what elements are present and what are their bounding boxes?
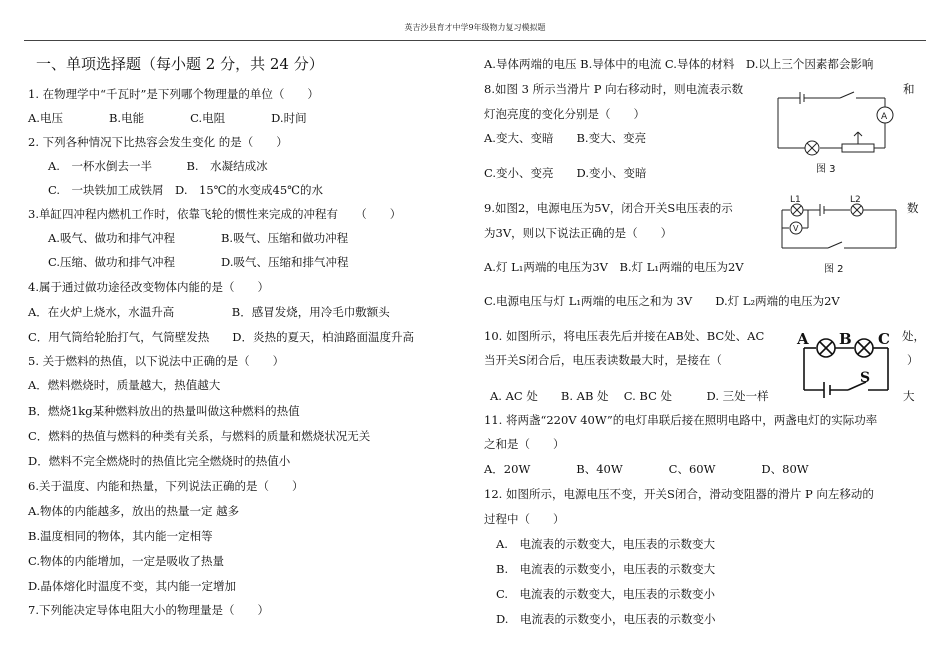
line-q4-cd: C．用气筒给轮胎打气，气筒壁发热 D．炎热的夏天，柏油路面温度升高 bbox=[28, 330, 415, 344]
line-q10-paren: ） bbox=[907, 353, 919, 367]
line-q6-b: B.温度相同的物体，其内能一定相等 bbox=[28, 529, 213, 543]
line-q6-a: A.物体的内能越多，放出的热量一定 越多 bbox=[28, 504, 240, 518]
line-q9-shu: 数 bbox=[907, 201, 919, 215]
line-q2: 2. 下列各种情况下比热容会发生变化 的是（ ） bbox=[28, 135, 288, 149]
line-q6-c: C.物体的内能增加，一定是吸收了热量 bbox=[28, 554, 225, 568]
figure-3-label: 图 3 bbox=[816, 164, 836, 175]
figure-2-circuit bbox=[778, 192, 902, 275]
line-q12-l2: 过程中（ ） bbox=[484, 512, 565, 526]
figure-2-label: 图 2 bbox=[824, 264, 844, 275]
line-q11-l1: 11. 将两盏“220V 40W”的电灯串联后接在照明电路中，两盏电灯的实际功率 bbox=[484, 413, 878, 427]
figure-3-circuit bbox=[770, 80, 900, 175]
line-q8-l1: 8.如图 3 所示当滑片 P 向右移动时，则电流表示数 bbox=[484, 82, 744, 96]
line-q9-ab: A.灯 L₁两端的电压为3V B.灯 L₁两端的电压为2V bbox=[484, 260, 744, 274]
line-q10-l1: 10. 如图所示，将电压表先后并接在AB处、BC处、AC bbox=[484, 329, 765, 343]
line-q8-cd: C.变小、变亮 D.变小、变暗 bbox=[484, 166, 647, 180]
line-q10-chu: 处， bbox=[902, 329, 925, 343]
line-q8-l2: 灯泡亮度的变化分别是（ ） bbox=[484, 107, 645, 121]
line-q10-da: 大 bbox=[903, 389, 915, 403]
line-q4: 4.属于通过做功途径改变物体内能的是（ ） bbox=[28, 280, 269, 294]
line-q3-ab: A.吸气、做功和排气冲程 B.吸气、压缩和做功冲程 bbox=[48, 231, 349, 245]
line-q3: 3.单缸四冲程内燃机工作时，依靠飞轮的惯性来完成的冲程有 （ ） bbox=[28, 207, 402, 221]
line-q6-d: D.晶体熔化时温度不变，其内能一定增加 bbox=[28, 579, 236, 593]
line-q12-b: B. 电流表的示数变小，电压表的示数变大 bbox=[496, 562, 716, 576]
line-q5: 5. 关于燃料的热值，以下说法中正确的是（ ） bbox=[28, 354, 285, 368]
line-q8-ab: A.变大、变暗 B.变大、变亮 bbox=[484, 131, 647, 145]
line-q5-b: B．燃烧1kg某种燃料放出的热量叫做这种燃料的热值 bbox=[28, 404, 300, 418]
line-q12-d: D. 电流表的示数变小，电压表的示数变小 bbox=[496, 612, 716, 626]
figure-q10-circuit bbox=[790, 328, 900, 400]
header-rule bbox=[24, 40, 926, 41]
line-q7: 7.下列能决定导体电阻大小的物理量是（ ） bbox=[28, 603, 269, 617]
line-q8-he: 和 bbox=[903, 82, 915, 96]
line-q11-l2: 之和是（ ） bbox=[484, 437, 565, 451]
line-q12-l1: 12. 如图所示，电源电压不变，开关S闭合，滑动变阻器的滑片 P 向左移动的 bbox=[484, 487, 874, 501]
line-q3-cd: C.压缩、做功和排气冲程 D.吸气、压缩和排气冲程 bbox=[48, 255, 349, 269]
line-q1: 1. 在物理学中“千瓦时”是下列哪个物理量的单位（ ） bbox=[28, 87, 319, 101]
figure-2-l2-label: L2 bbox=[850, 195, 861, 205]
line-q6: 6.关于温度、内能和热量，下列说法正确的是（ ） bbox=[28, 479, 304, 493]
figure-q10-label-c: C bbox=[878, 330, 890, 348]
line-q5-d: D．燃料不完全燃烧时的热值比完全燃烧时的热值小 bbox=[28, 454, 291, 468]
line-q9-l2: 为3V，则以下说法正确的是（ ） bbox=[484, 226, 673, 240]
line-q5-a: A．燃料燃烧时，质量越大，热值越大 bbox=[28, 378, 221, 392]
figure-q10-label-a: A bbox=[797, 330, 809, 348]
line-q5-c: C．燃料的热值与燃料的种类有关系，与燃料的质量和燃烧状况无关 bbox=[28, 429, 371, 443]
line-q9-l1: 9.如图2，电源电压为5V，闭合开关S电压表的示 bbox=[484, 201, 733, 215]
svg-text:V: V bbox=[793, 224, 799, 233]
figure-q10-label-b: B bbox=[839, 330, 852, 348]
line-q7-opts: A.导体两端的电压 B.导体中的电流 C.导体的材料 D.以上三个因素都会影响 bbox=[484, 57, 874, 71]
svg-text:A: A bbox=[881, 112, 888, 122]
figure-q10-label-s: S bbox=[860, 370, 871, 386]
line-q11-opts: A．20W B、40W C、60W D、80W bbox=[484, 462, 809, 476]
line-q10-opts: A. AC 处 B. AB 处 C. BC 处 D. 三处一样 bbox=[490, 389, 769, 403]
line-q2-cd: C. 一块铁加工成铁屑 D. 15℃的水变成45℃的水 bbox=[48, 183, 324, 197]
line-q10-l2: 当开关S闭合后，电压表读数最大时，是接在（ bbox=[484, 353, 722, 367]
figure-2-l1-label: L1 bbox=[790, 195, 801, 205]
line-q12-a: A. 电流表的示数变大，电压表的示数变大 bbox=[496, 537, 715, 551]
page-header: 英吉沙县育才中学9年级物力复习模拟题 bbox=[404, 23, 546, 32]
line-q4-ab: A．在火炉上烧水，水温升高 B．感冒发烧，用冷毛巾敷额头 bbox=[28, 305, 390, 319]
line-q9-cd: C.电源电压与灯 L₁两端的电压之和为 3V D.灯 L₂两端的电压为2V bbox=[484, 294, 840, 308]
line-q12-c: C. 电流表的示数变大，电压表的示数变小 bbox=[496, 587, 716, 601]
line-q1-opts: A.电压 B.电能 C.电阻 D.时间 bbox=[28, 111, 307, 125]
line-q2-ab: A. 一杯水倒去一半 B. 水凝结成冰 bbox=[48, 159, 268, 173]
line-sec1: 一、单项选择题（每小题 2 分，共 24 分） bbox=[36, 55, 324, 73]
